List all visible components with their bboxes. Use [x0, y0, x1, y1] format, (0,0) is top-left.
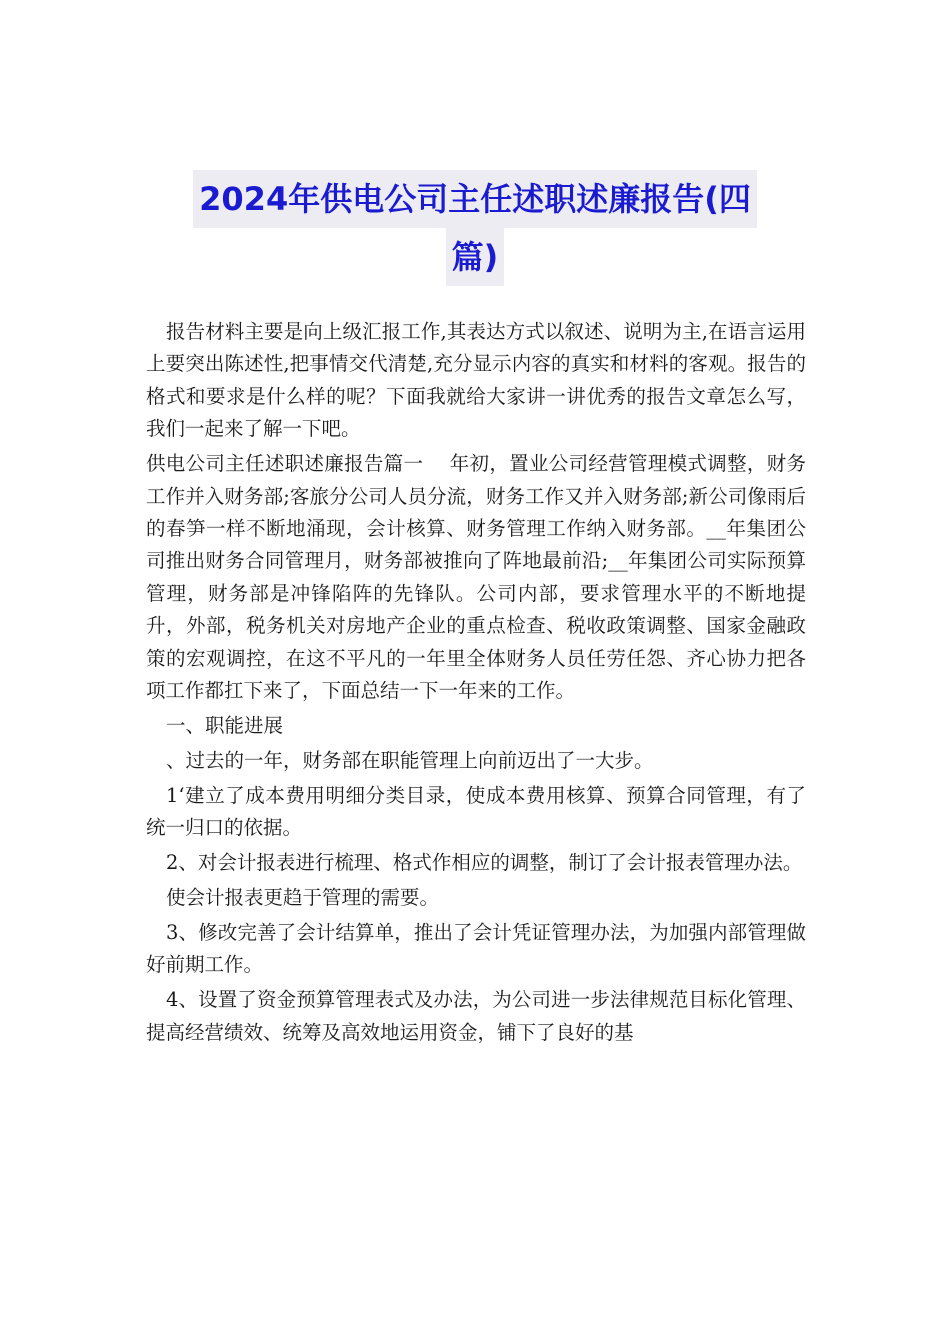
intro-paragraph: 报告材料主要是向上级汇报工作,其表达方式以叙述、说明为主,在语言运用上要突出陈述性,把事情交代清楚,充分显示内容的真实和材料的客观。报告的格式和要求是什么样的呢？下面我就给大家讲一讲优秀的报告文章怎么写，我们一起来了解一下吧。: [146, 320, 806, 441]
title-line-1: 2024年供电公司主任述职述廉报告(四: [193, 170, 757, 228]
section-heading: 一、职能进展: [166, 713, 284, 737]
list-item: 4、设置了资金预算管理表式及办法，为公司进一步法律规范目标化管理、提高经营绩效、统筹及高效地运用资金，铺下了良好的基: [146, 988, 806, 1044]
document-title: [140, 170, 810, 286]
list-item: 1‘建立了成本费用明细分类目录，使成本费用核算、预算合同管理，有了统一归口的依据。: [146, 783, 806, 840]
list-item: 3、修改完善了会计结算单，推出了会计凭证管理办法，为加强内部管理做好前期工作。: [146, 920, 806, 977]
body-paragraph: 、过去的一年，财务部在职能管理上向前迈出了一大步。: [166, 748, 654, 772]
document-body: [146, 316, 806, 1049]
title-line-2: 篇): [446, 228, 505, 286]
list-item: 2、对会计报表进行梳理、格式作相应的调整，制订了会计报表管理办法。: [166, 851, 803, 874]
section-paragraph: 供电公司主任述职述廉报告篇一 年初，置业公司经营管理模式调整，财务工作并入财务部;客旅分公司人员分流，财务工作又并入财务部;新公司像雨后的春笋一样不断地涌现，会计核算、财务管理工作纳入财务部。__年集团公司推出财务合同管理月，财务部被推向了阵地最前沿;__年集团公司实际预算管理，财务部是冲锋陷阵的先锋队。公司内部，要求管理水平的不断地提升，外部，税务机关对房地产企业的重点检查、税收政策调整、国家金融政策的宏观调控，在这不平凡的一年里全体财务人员任劳任怨、齐心协力把各项工作都扛下来了，下面总结一下一年来的工作。: [146, 452, 806, 702]
body-paragraph: 使会计报表更趋于管理的需要。: [166, 885, 440, 909]
